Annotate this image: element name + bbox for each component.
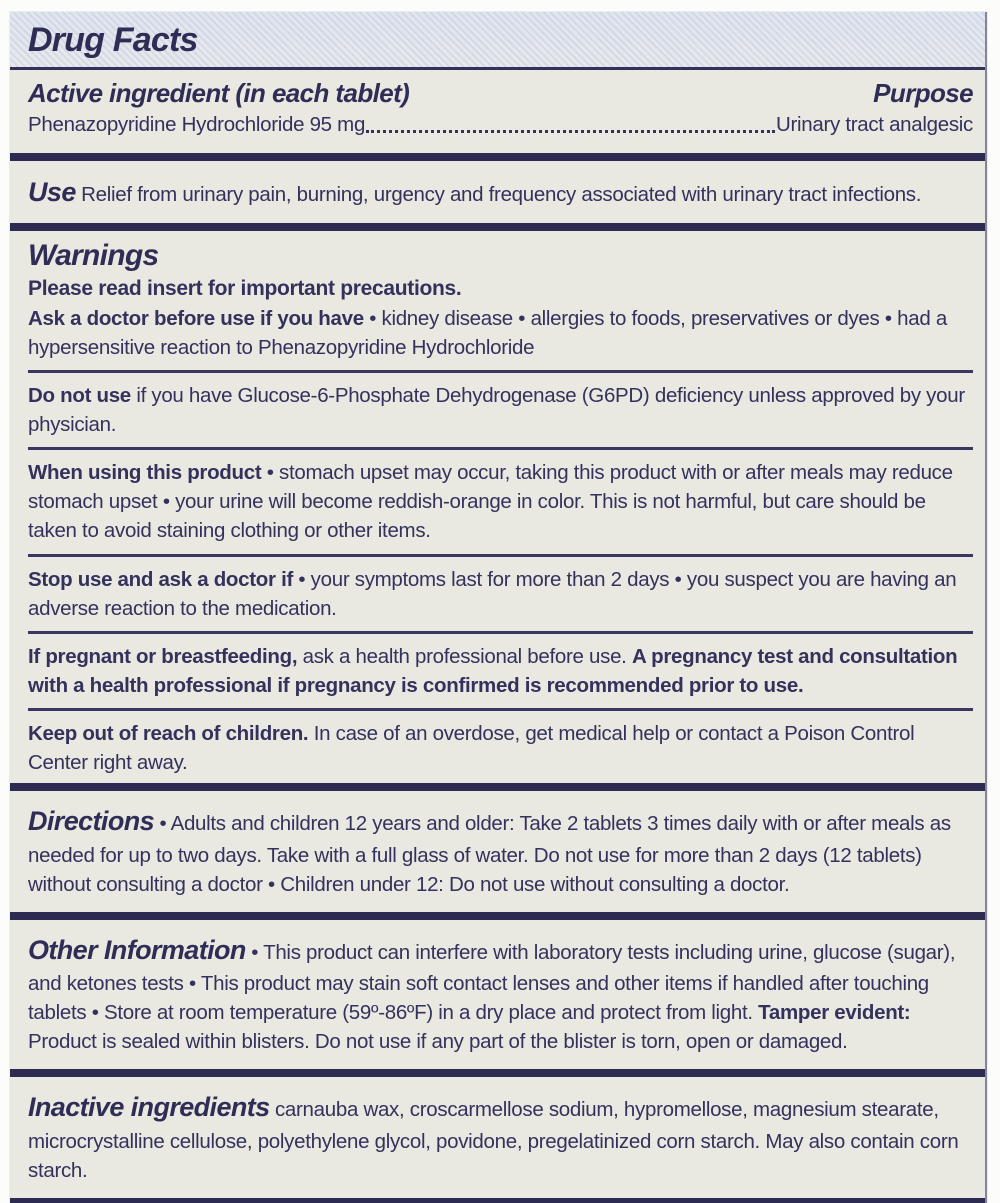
ingredient-purpose: Urinary tract analgesic (775, 113, 973, 136)
warning-item (28, 458, 973, 545)
directions-text: • Adults and children 12 years and older: Take 2 tablets 3 times daily with or after meals as needed for up to two days. Take with a full glass of water. Do not use for more than 2 days (12 tablets) without consulting a doctor • Children under 12: Do not use without consulting a doctor. (28, 812, 951, 896)
inactive-ingredients-paragraph (28, 1088, 973, 1185)
active-ingredient-header-row (28, 78, 973, 109)
warning-text: • stomach upset may occur, taking this product with or after meals may reduce stomach upset • your urine will become reddish-orange in color. This is not harmful, but care should be taken to avoid staining clothing or other items. (28, 461, 953, 543)
warning-lead: Stop use and ask a doctor if (28, 567, 293, 591)
use-text: Relief from urinary pain, burning, urgency and frequency associated with urinary tract infections. (75, 182, 922, 206)
section-other-information (10, 920, 985, 1070)
section-directions (10, 791, 985, 912)
tamper-evident-lead: Tamper evident: (758, 1001, 911, 1025)
title-band (10, 12, 985, 70)
tamper-evident-text: Product is sealed within blisters. Do not use if any part of the blister is torn, open or damaged. (28, 1030, 848, 1054)
use-heading: Use (28, 176, 76, 207)
warning-text: • kidney disease • allergies to foods, preservatives or dyes • had a hypersensitive reaction to Phenazopyridine Hydrochloride (28, 306, 947, 359)
warning-lead: Keep out of reach of children. (28, 722, 309, 746)
inactive-ingredients-heading: Inactive ingredients (28, 1092, 270, 1123)
warning-bold-tail: A pregnancy test and consultation with a health professional if pregnancy is confirmed is recommended prior to use. (28, 644, 958, 697)
dotted-leader (366, 130, 775, 133)
other-information-heading: Other Information (28, 934, 246, 965)
warnings-heading: Warnings (28, 239, 159, 273)
warning-item (28, 565, 973, 623)
warning-divider (28, 370, 973, 373)
warning-lead: Do not use (28, 384, 131, 408)
warning-divider (28, 631, 973, 634)
other-information-paragraph (28, 931, 973, 1057)
ingredient-name: Phenazopyridine Hydrochloride 95 mg (28, 113, 366, 136)
section-active-ingredient (10, 70, 985, 153)
directions-paragraph (28, 802, 973, 899)
warnings-subtitle: Please read insert for important precautions. (28, 277, 462, 301)
warning-divider (28, 447, 973, 450)
active-ingredient-heading: Active ingredient (in each tablet) (28, 78, 410, 108)
warning-text: if you have Glucose-6-Phosphate Dehydrogenase (G6PD) deficiency unless approved by your physician. (28, 384, 965, 437)
warning-divider (28, 554, 973, 557)
section-divider-bar (10, 783, 985, 791)
section-divider-bar (10, 153, 985, 161)
page-title: Drug Facts (28, 21, 198, 59)
warning-text: In case of an overdose, get medical help or contact a Poison Control Center right away. (28, 722, 915, 775)
section-inactive-ingredients (10, 1077, 985, 1198)
section-divider-bar (10, 223, 985, 231)
use-paragraph (28, 173, 973, 211)
warning-text: • your symptoms last for more than 2 days • you suspect you are having an adverse reaction to the medication. (28, 567, 957, 620)
section-warnings (10, 231, 985, 783)
warning-item (28, 719, 973, 777)
warning-item (28, 642, 973, 700)
warning-lead: When using this product (28, 461, 262, 485)
section-divider-bar (10, 912, 985, 920)
ingredient-row (28, 111, 973, 144)
warning-item (28, 381, 973, 439)
warning-divider (28, 708, 973, 711)
drug-facts-label (10, 12, 987, 1203)
warning-lead: If pregnant or breastfeeding, (28, 644, 298, 668)
warning-item (28, 304, 973, 362)
warning-text: ask a health professional before use. (297, 644, 632, 668)
warning-lead: Ask a doctor before use if you have (28, 306, 364, 330)
inactive-ingredients-text: carnauba wax, croscarmellose sodium, hypromellose, magnesium stearate, microcrystalline cellulose, polyethylene glycol, povidone, pregelatinized corn starch. May also contain corn starch. (28, 1098, 959, 1182)
section-divider-bar (10, 1069, 985, 1077)
section-use (10, 161, 985, 223)
directions-heading: Directions (28, 806, 155, 837)
purpose-heading: Purpose (873, 78, 973, 108)
other-information-text: • This product can interfere with laboratory tests including urine, glucose (sugar), and ketones tests • This product may stain soft contact lenses and other items if handled after touching tablets • Store at room temperature (59º-86ºF) in a dry place and protect from light. (28, 940, 956, 1025)
label-end-bar (10, 1198, 985, 1203)
